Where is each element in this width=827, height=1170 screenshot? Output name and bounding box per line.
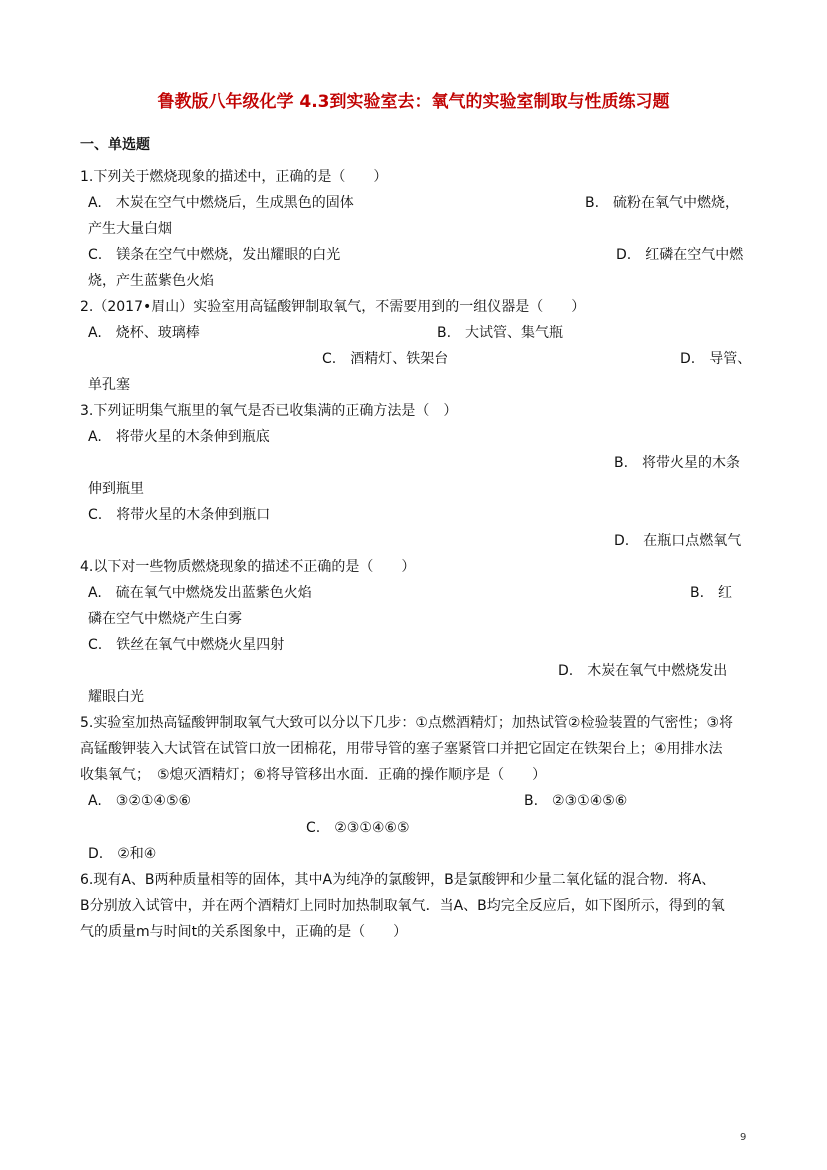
question-6-stem-line-3: 气的质量m与时间t的关系图象中，正确的是（ ） <box>80 924 408 940</box>
question-1-option-b: B. 硫粉在氧气中燃烧， <box>585 195 740 211</box>
question-1-option-a: A. 木炭在空气中燃烧后，生成黑色的固体 <box>88 195 354 211</box>
question-5-option-c: C. ②③①④⑥⑤ <box>306 820 410 836</box>
question-3-option-a: A. 将带火星的木条伸到瓶底 <box>88 429 270 445</box>
question-4-option-d-cont: 耀眼白光 <box>88 689 144 705</box>
question-4-option-b: B. 红 <box>690 585 733 601</box>
question-1-option-b-cont: 产生大量白烟 <box>88 221 172 237</box>
question-6-stem-line-2: B分别放入试管中，并在两个酒精灯上同时加热制取氧气．当A、B均完全反应后，如下图所示，得到的氧 <box>80 898 725 914</box>
question-2-option-b: B. 大试管、集气瓶 <box>437 325 564 341</box>
question-2-option-a: A. 烧杯、玻璃棒 <box>88 325 200 341</box>
question-4-option-d: D. 木炭在氧气中燃烧发出 <box>558 663 728 679</box>
question-5-stem-line-2: 高锰酸钾装入大试管在试管口放一团棉花，用带导管的塞子塞紧管口并把它固定在铁架台上；④用排水法 <box>80 741 723 757</box>
section-heading: 一、单选题 <box>80 137 150 153</box>
question-1-option-d: D. 红磷在空气中燃 <box>616 247 744 263</box>
question-3-option-b-cont: 伸到瓶里 <box>88 481 144 497</box>
question-5-option-d: D. ②和④ <box>88 846 157 862</box>
question-5-option-b: B. ②③①④⑤⑥ <box>524 793 628 809</box>
question-2-option-d: D. 导管、 <box>680 351 752 367</box>
question-4-option-b-cont: 磷在空气中燃烧产生白雾 <box>88 611 242 627</box>
question-4-option-a: A. 硫在氧气中燃烧发出蓝紫色火焰 <box>88 585 312 601</box>
question-2-option-d-cont: 单孔塞 <box>88 377 130 393</box>
question-3-option-d: D. 在瓶口点燃氧气 <box>614 533 742 549</box>
question-3-option-c: C. 将带火星的木条伸到瓶口 <box>88 507 271 523</box>
question-1-option-c: C. 镁条在空气中燃烧，发出耀眼的白光 <box>88 247 341 263</box>
question-2-option-c: C. 酒精灯、铁架台 <box>322 351 449 367</box>
question-5-stem-line-1: 5.实验室加热高锰酸钾制取氧气大致可以分以下几步：①点燃酒精灯；加热试管②检验装置的气密性；③将 <box>80 715 734 731</box>
question-3-stem: 3.下列证明集气瓶里的氧气是否已收集满的正确方法是（ ） <box>80 403 458 419</box>
question-2-stem: 2.（2017•眉山）实验室用高锰酸钾制取氧气，不需要用到的一组仪器是（ ） <box>80 299 586 315</box>
question-1-stem: 1.下列关于燃烧现象的描述中，正确的是（ ） <box>80 169 388 185</box>
question-5-option-a: A. ③②①④⑤⑥ <box>88 793 192 809</box>
question-3-option-b: B. 将带火星的木条 <box>614 455 741 471</box>
question-1-option-d-cont: 烧，产生蓝紫色火焰 <box>88 273 214 289</box>
question-6-stem-line-1: 6.现有A、B两种质量相等的固体，其中A为纯净的氯酸钾，B是氯酸钾和少量二氧化锰的混合物．将A、 <box>80 872 716 888</box>
question-5-stem-line-3: 收集氧气； ⑤熄灭酒精灯；⑥将导管移出水面．正确的操作顺序是（ ） <box>80 767 547 783</box>
page-number: 9 <box>740 1132 747 1143</box>
question-4-stem: 4.以下对一些物质燃烧现象的描述不正确的是（ ） <box>80 559 416 575</box>
page-title: 鲁教版八年级化学 4.3到实验室去：氧气的实验室制取与性质练习题 <box>157 92 670 112</box>
question-4-option-c: C. 铁丝在氧气中燃烧火星四射 <box>88 637 285 653</box>
